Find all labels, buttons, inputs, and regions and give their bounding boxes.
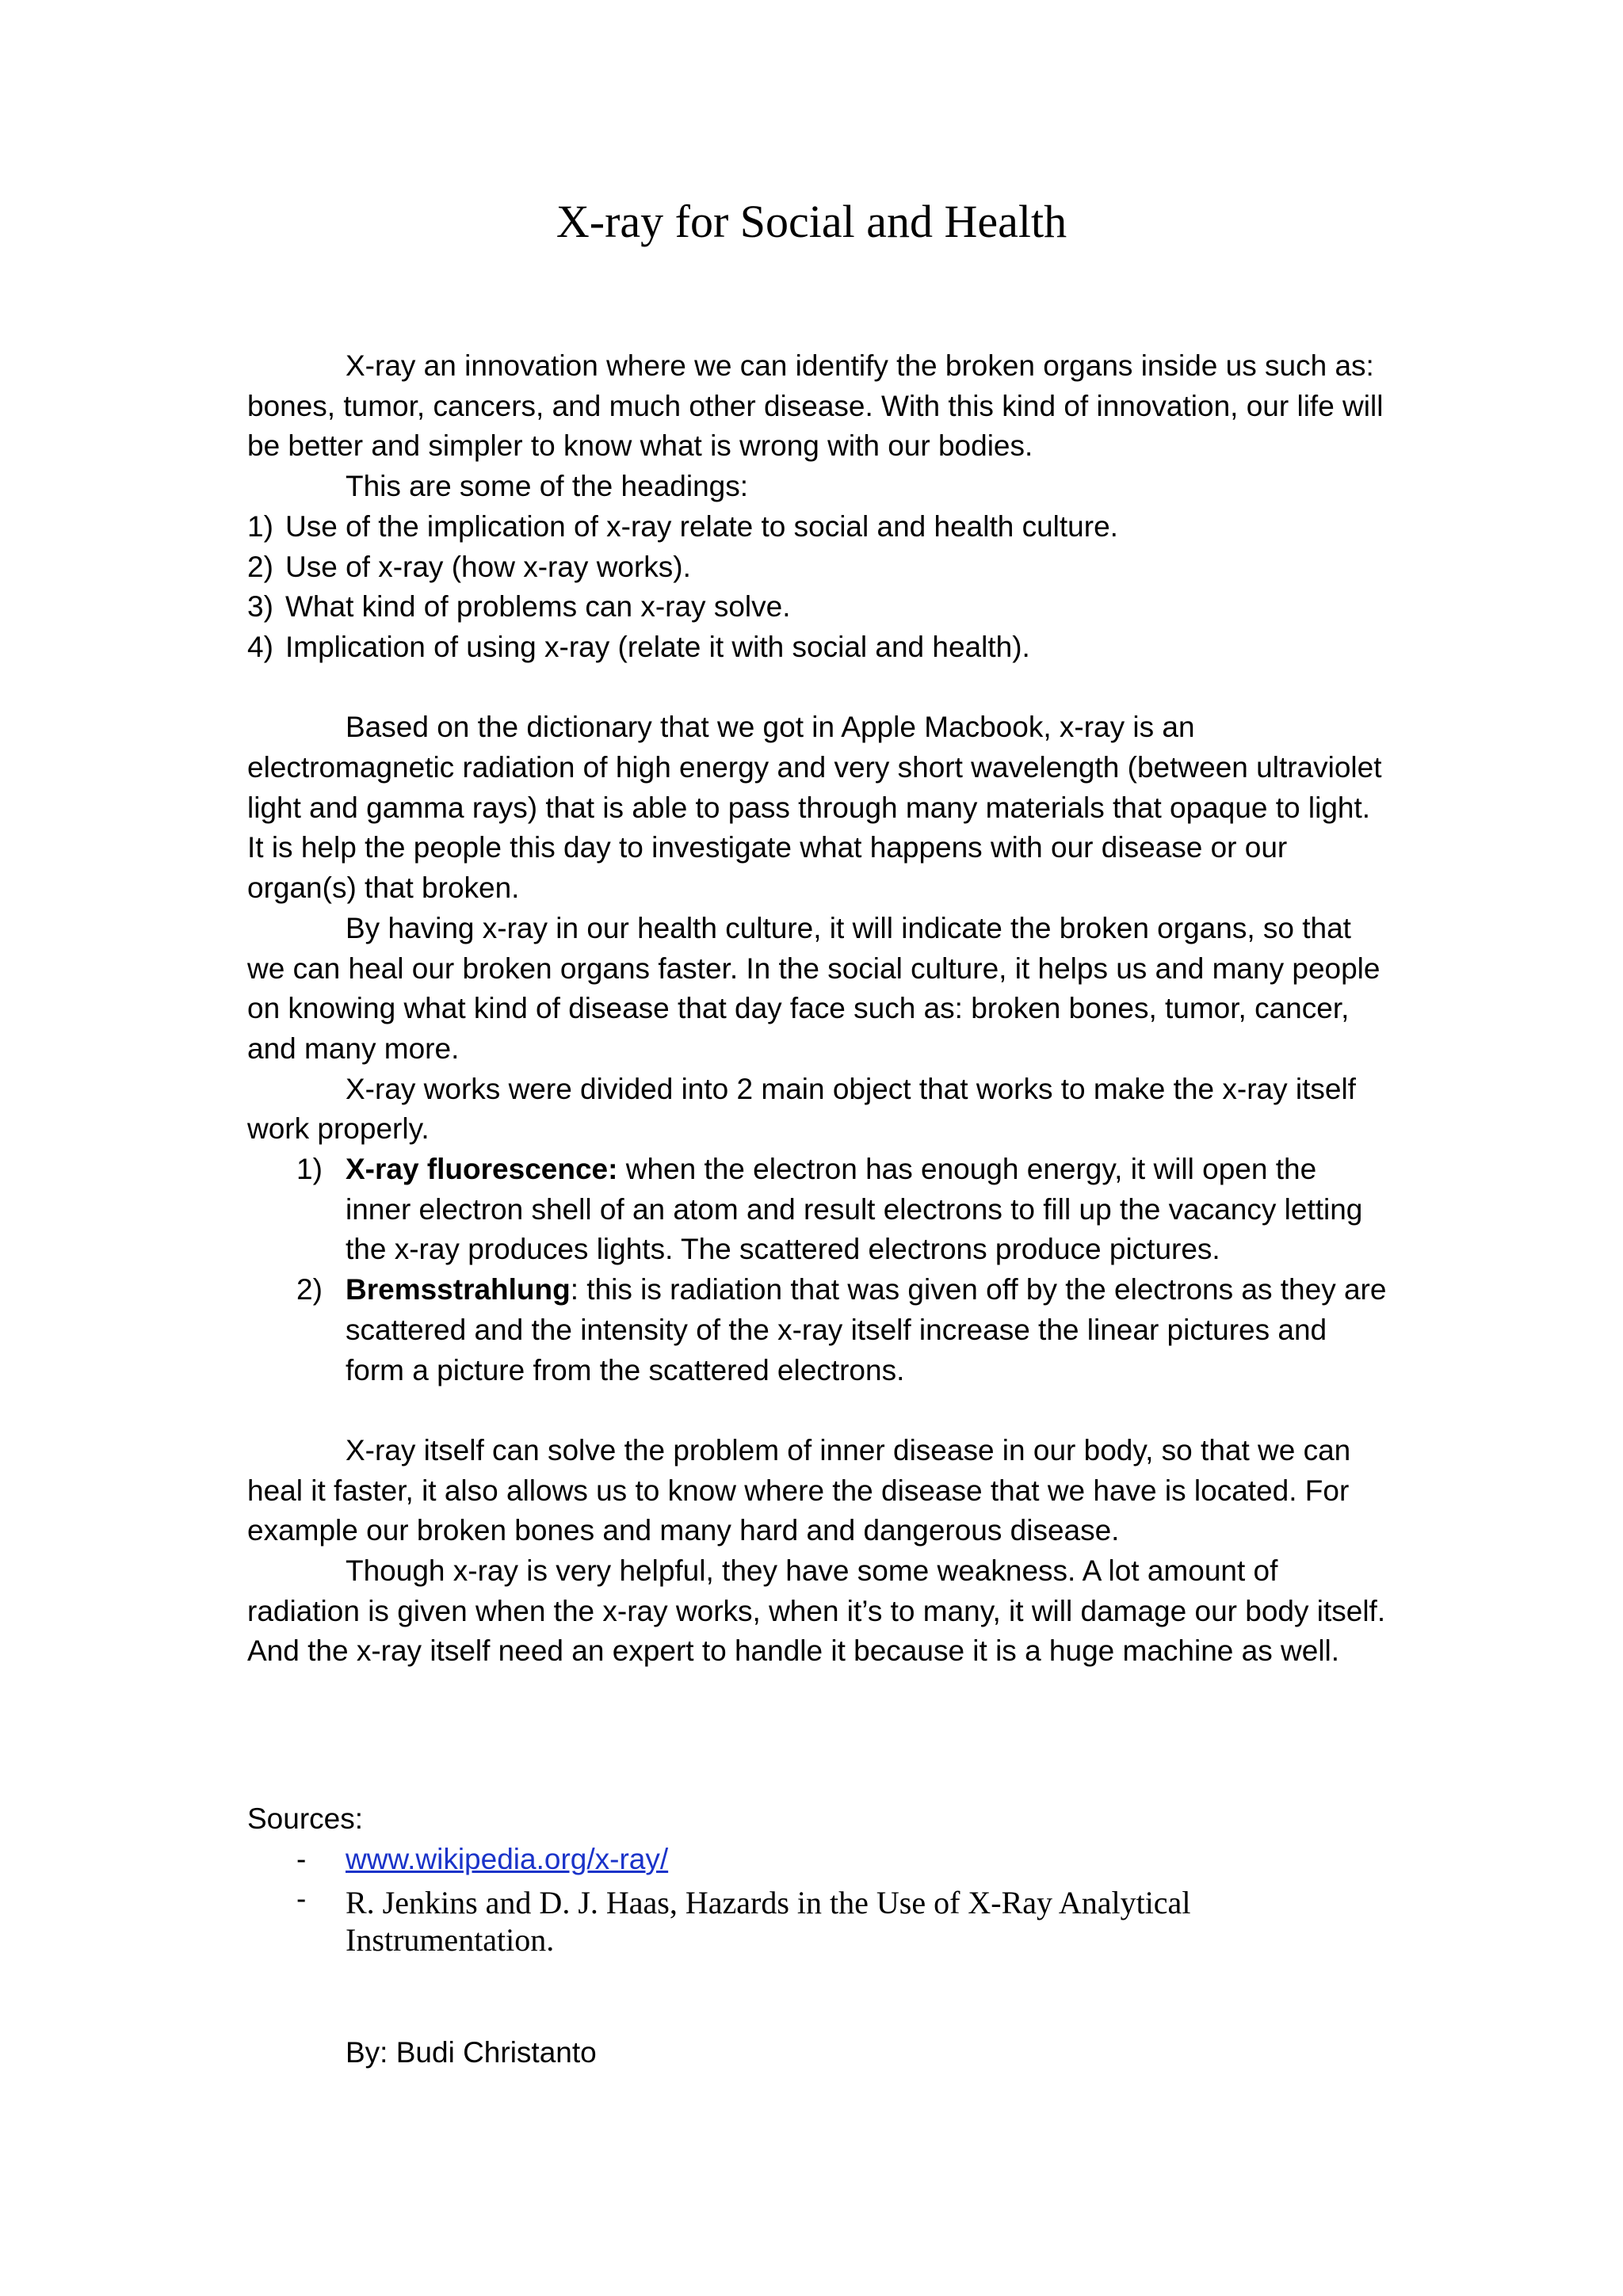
sources-heading: Sources: bbox=[247, 1802, 364, 1835]
headings-list bbox=[247, 507, 1388, 668]
paragraph-gap bbox=[247, 1390, 1388, 1431]
list-dash: - bbox=[296, 1842, 307, 1875]
document-title: X-ray for Social and Health bbox=[556, 196, 1067, 247]
mechanism-term: Bremsstrahlung bbox=[346, 1273, 571, 1306]
list-item bbox=[247, 507, 1388, 547]
list-number: 3) bbox=[247, 590, 273, 624]
list-item bbox=[247, 547, 1388, 588]
list-item-text: What kind of problems can x-ray solve. bbox=[285, 590, 791, 624]
definition-paragraph: Based on the dictionary that we got in Apple Macbook, x-ray is an electromagnetic radiation of high energy and very short wavelength (between ultraviolet light and gamma rays) that is able to pass through many materials that opaque to light. It is help the people this day to investigate what happens with our disease or our organ(s) that broken. bbox=[247, 711, 1382, 905]
sources-section bbox=[247, 1799, 1388, 1958]
author-byline: By: Budi Christanto bbox=[346, 2036, 597, 2069]
problems-paragraph: X-ray itself can solve the problem of inner disease in our body, so that we can heal it faster, it also allows us to know where the disease that we have is located. For example our broken bones and many hard and dangerous disease. bbox=[247, 1433, 1351, 1547]
list-item-text: Use of the implication of x-ray relate to social and health culture. bbox=[285, 509, 1118, 543]
culture-paragraph: By having x-ray in our health culture, it will indicate the broken organs, so that we can heal our broken organs faster. In the social culture, it helps us and many people on knowing what kind of disease that day face such as: broken bones, tumor, cancer, and many more. bbox=[247, 911, 1381, 1065]
list-number: 1) bbox=[296, 1153, 323, 1186]
list-number: 2) bbox=[296, 1273, 323, 1306]
mechanisms-list bbox=[247, 1150, 1388, 1390]
list-item bbox=[247, 1879, 1388, 1958]
list-number: 4) bbox=[247, 630, 273, 663]
list-item bbox=[247, 1270, 1388, 1390]
list-item bbox=[247, 1150, 1388, 1270]
list-item bbox=[247, 627, 1388, 668]
list-number: 1) bbox=[247, 509, 273, 543]
headings-lead: This are some of the headings: bbox=[346, 470, 749, 503]
sources-list bbox=[247, 1840, 1388, 1959]
list-dash: - bbox=[296, 1882, 307, 1916]
list-item bbox=[247, 1840, 1388, 1880]
source-link[interactable]: www.wikipedia.org/x-ray/ bbox=[346, 1842, 669, 1875]
works-lead-paragraph: X-ray works were divided into 2 main object that works to make the x-ray itself work properly. bbox=[247, 1072, 1356, 1146]
source-reference: R. Jenkins and D. J. Haas, Hazards in the Use of X-Ray Analytical Instrumentation. bbox=[346, 1885, 1191, 1958]
mechanism-text: when the electron has enough energy, it will open the inner electron shell of an atom and result electrons to fill up the vacancy letting the x-ray produces lights. The scattered electrons produce pictures. bbox=[346, 1153, 1363, 1266]
mechanism-term: X-ray fluorescence: bbox=[346, 1153, 618, 1186]
list-item-text: Use of x-ray (how x-ray works). bbox=[285, 550, 691, 583]
list-number: 2) bbox=[247, 550, 273, 583]
paragraph-gap bbox=[247, 668, 1388, 708]
list-item bbox=[247, 587, 1388, 627]
intro-paragraph: X-ray an innovation where we can identify the broken organs inside us such as: bones, tumor, cancers, and much other disease. With this kind of innovation, our life will be better and simpler to know what is wrong with our bodies. bbox=[247, 349, 1384, 463]
document-body bbox=[247, 346, 1388, 1672]
mechanism-text: : this is radiation that was given off by the electrons as they are scattered and the intensity of the x-ray itself increase the linear pictures and form a picture from the scattered electrons. bbox=[346, 1273, 1387, 1386]
weakness-paragraph: Though x-ray is very helpful, they have some weakness. A lot amount of radiation is given when the x-ray works, when it’s to many, it will damage our body itself. And the x-ray itself need an expert to handle it because it is a huge machine as well. bbox=[247, 1554, 1386, 1668]
list-item-text: Implication of using x-ray (relate it with social and health). bbox=[285, 630, 1030, 663]
